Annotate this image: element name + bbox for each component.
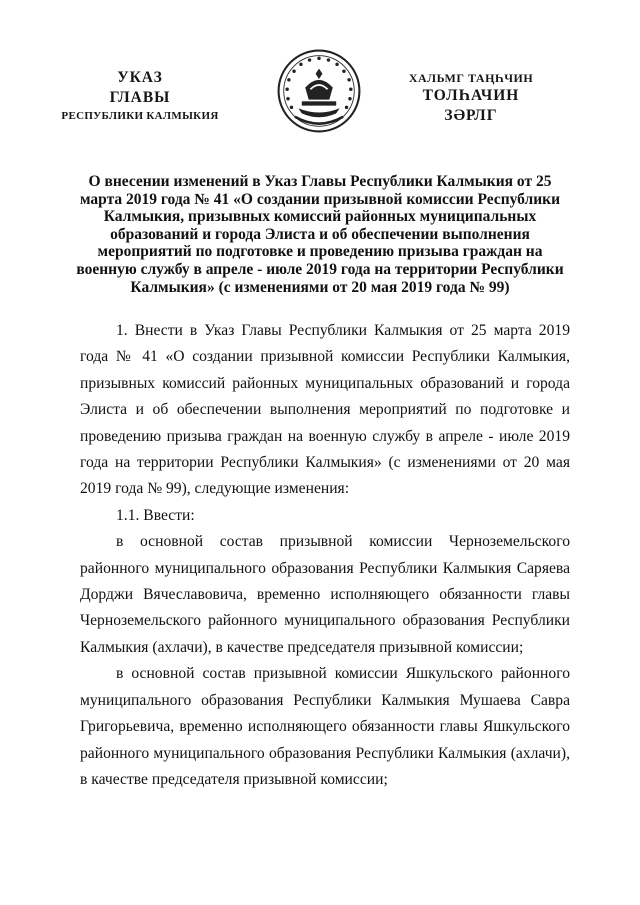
header-left-line3: РЕСПУБЛИКИ КАЛМЫКИЯ [61, 110, 219, 122]
kalmykia-coat-of-arms-icon [276, 48, 362, 134]
paragraph-1: 1. Внести в Указ Главы Республики Калмыкия от 25 марта 2019 года № 41 «О создании призывной комиссии Республики Калмыкия, призывных комиссий районных муниципальных образований и города Элиста и об обеспечении выполнения мероприятий по подготовке и проведению призыва граждан на военную службу в апреле - июле 2019 года на территории Республики Калмыкия» (с изменениями от 20 мая 2019 года № 99), следующие изменения: [80, 322, 570, 498]
header-left-line1: УКАЗ [117, 69, 163, 86]
document-title: О внесении изменений в Указ Главы Республики Калмыкия от 25 марта 2019 года № 41 «О создании призывной комиссии Республики Калмыкия, призывных комиссий районных муниципальных образований и города Элиста и об обеспечении выполнения мероприятий по подготовке и проведению призыва граждан на военную службу в апреле - июле 2019 года на территории Республики Калмыкия» (с изменениями от 20 мая 2019 года № 99) [76, 173, 564, 296]
header-right-line2: ТОЛҺАЧИН [422, 87, 520, 104]
header-left-line2: ГЛАВЫ [109, 89, 171, 106]
paragraph-chernozemelsky: в основной состав призывной комиссии Черноземельского районного муниципального образования Республики Калмыкия Саряева Дорджи Вячеславовича, временно исполняющего обязанности главы Черноземельского районного муниципального образования Республики Калмыкия (ахлачи), в качестве председателя призывной комиссии; [80, 533, 570, 656]
header-left [50, 68, 230, 124]
header-right [376, 70, 566, 126]
paragraph-1-1: 1.1. Ввести: [116, 506, 195, 524]
header-right-line1: ХАЛЬМГ ТАҢҺЧИН [408, 71, 534, 85]
document-body [80, 318, 570, 793]
paragraph-yashkulsky: в основной состав призывной комиссии Яшкульского районного муниципального образования Республики Калмыкия Мушаева Савра Григорьевича, временно исполняющего обязанности главы Яшкульского районного муниципального образования Республики Калмыкия (ахлачи), в качестве председателя призывной комиссии; [80, 665, 570, 788]
header-right-line3: ЗӘРЛГ [444, 107, 498, 124]
